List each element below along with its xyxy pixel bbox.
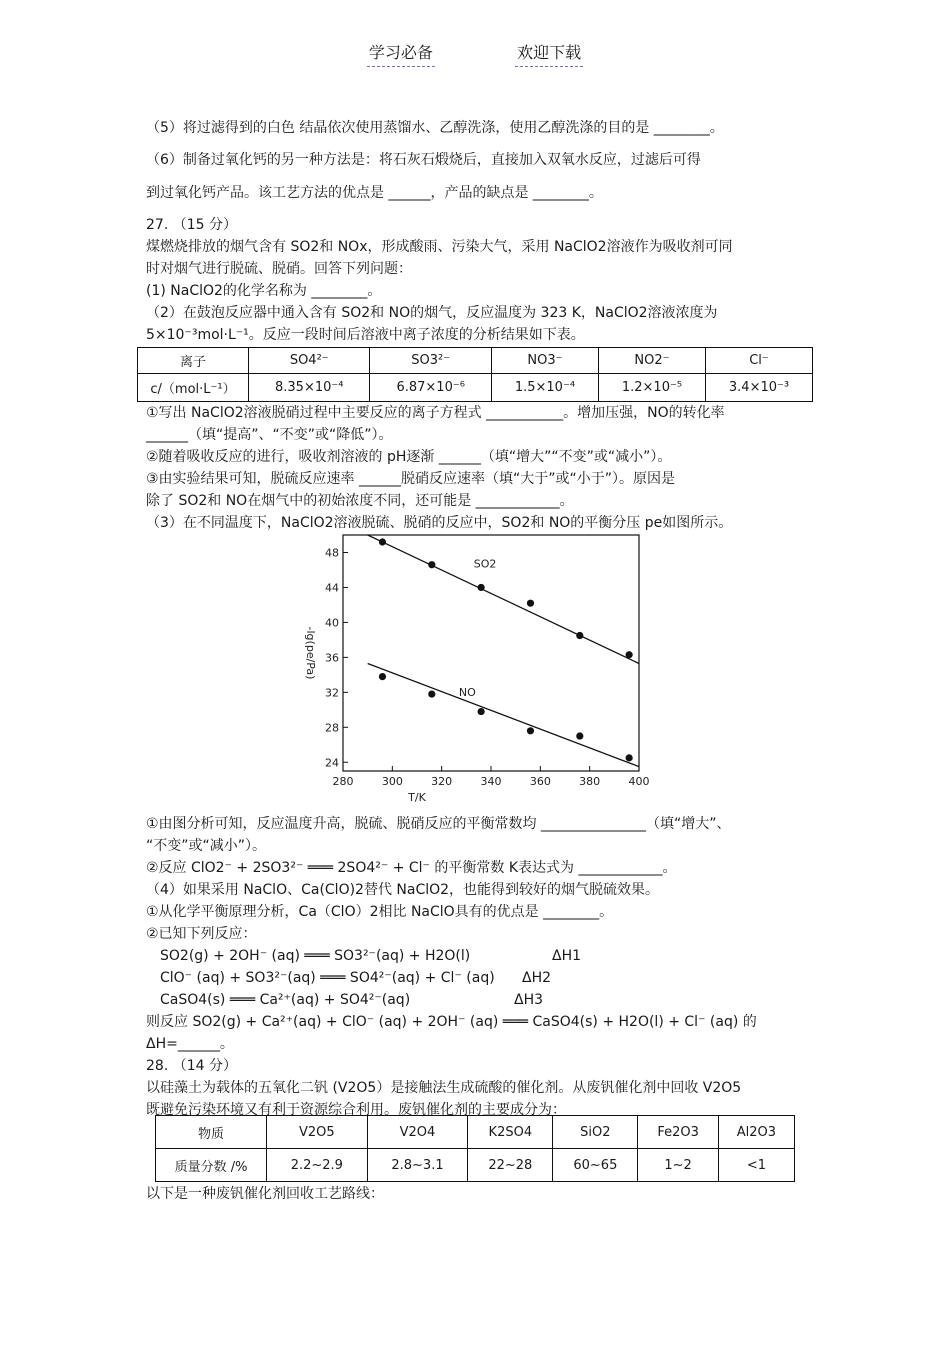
part2-q3-line2: 除了 SO2和 NO在烟气中的初始浓度不同，还可能是 ____________。 xyxy=(146,493,574,509)
y-tick-label: 24 xyxy=(325,756,339,770)
header-right: 欢迎下载 xyxy=(515,40,583,67)
composition-header: K2SO4 xyxy=(468,1116,553,1149)
data-point-no xyxy=(527,727,534,734)
x-tick-label: 280 xyxy=(332,775,354,788)
page-header xyxy=(0,40,950,67)
catalyst-composition-table xyxy=(155,1115,795,1182)
ion-table-cell: 1.2×10⁻⁵ xyxy=(598,374,705,402)
plot-frame xyxy=(343,535,639,771)
question-6-line1: （6）制备过氧化钙的另一种方法是：将石灰石煅烧后，直接加入双氧水反应，过滤后可得 xyxy=(146,152,701,168)
ion-table-cell: 1.5×10⁻⁴ xyxy=(491,374,598,402)
question-27-part2-line1: （2）在鼓泡反应器中通入含有 SO2和 NO的烟气，反应温度为 323 K，NaClO2溶液浓度为 xyxy=(146,305,718,321)
reaction-3: CaSO4(s) ═══ Ca²⁺(aq) + SO4²⁻(aq) xyxy=(160,992,411,1008)
y-axis-label: -lg(pe/Pa) xyxy=(304,626,317,680)
y-tick-label: 44 xyxy=(325,581,339,595)
reaction-2: ClO⁻ (aq) + SO3²⁻(aq) ═══ SO4²⁻(aq) + Cl⁻ (aq) xyxy=(160,970,495,986)
composition-value-row xyxy=(156,1149,795,1182)
ion-table-header: SO4²⁻ xyxy=(249,348,370,374)
data-point-so2 xyxy=(428,561,435,568)
composition-header: Fe2O3 xyxy=(638,1116,718,1149)
ion-table-cell: 6.87×10⁻⁶ xyxy=(370,374,491,402)
data-point-no xyxy=(626,754,633,761)
data-point-no xyxy=(478,708,485,715)
composition-cell: 2.2~2.9 xyxy=(267,1149,368,1182)
question-27-part3: （3）在不同温度下，NaClO2溶液脱硫、脱硝的反应中，SO2和 NO的平衡分压 pe如图所示。 xyxy=(146,515,733,531)
ion-table-row-label: c/（mol·L⁻¹） xyxy=(138,374,249,402)
reaction-1-enthalpy: ΔH1 xyxy=(552,948,582,964)
ion-table-header: Cl⁻ xyxy=(705,348,812,374)
y-tick-label: 40 xyxy=(325,616,339,630)
composition-header: SiO2 xyxy=(553,1116,638,1149)
part4-q2: ②已知下列反应： xyxy=(146,926,257,942)
data-point-so2 xyxy=(527,600,534,607)
y-tick-label: 48 xyxy=(325,546,339,560)
ion-table-header: SO3²⁻ xyxy=(370,348,491,374)
part3-q1-line1: ①由图分析可知，反应温度升高，脱硫、脱硝反应的平衡常数均 _______________（填“增大”、 xyxy=(146,816,731,832)
composition-cell: 1~2 xyxy=(638,1149,718,1182)
composition-header: V2O5 xyxy=(267,1116,368,1149)
series-label-no: NO xyxy=(458,685,476,699)
ion-table-cell: 8.35×10⁻⁴ xyxy=(249,374,370,402)
reaction-overall-dh: ΔH=______。 xyxy=(146,1036,234,1052)
composition-header: V2O4 xyxy=(367,1116,468,1149)
ion-table-header-row xyxy=(138,348,813,374)
ion-table-cell: 3.4×10⁻³ xyxy=(705,374,812,402)
data-point-so2 xyxy=(478,584,485,591)
part4-q1: ①从化学平衡原理分析，Ca（ClO）2相比 NaClO具有的优点是 ________。 xyxy=(146,904,614,920)
ion-table-header: NO2⁻ xyxy=(598,348,705,374)
x-tick-label: 360 xyxy=(529,775,551,788)
reaction-1: SO2(g) + 2OH⁻ (aq) ═══ SO3²⁻(aq) + H2O(l) xyxy=(160,948,471,964)
question-27-intro-1: 煤燃烧排放的烟气含有 SO2和 NOx，形成酸雨、污染大气，采用 NaClO2溶液作为吸收剂可同 xyxy=(146,239,733,255)
data-point-no xyxy=(428,690,435,697)
reaction-overall: 则反应 SO2(g) + Ca²⁺(aq) + ClO⁻ (aq) + 2OH⁻ (aq) ═══ CaSO4(s) + H2O(l) + Cl⁻ (aq) 的 xyxy=(146,1014,757,1030)
question-27-intro-2: 时对烟气进行脱硫、脱硝。回答下列问题： xyxy=(146,261,412,277)
composition-header-row xyxy=(156,1116,795,1149)
chart-fit-lines xyxy=(368,535,639,767)
composition-header: Al2O3 xyxy=(718,1116,794,1149)
data-point-no xyxy=(576,732,583,739)
composition-header: 物质 xyxy=(156,1116,267,1149)
composition-row-label: 质量分数 /% xyxy=(156,1149,267,1182)
x-tick-label: 300 xyxy=(381,775,403,788)
part2-q1-line1: ①写出 NaClO2溶液脱硝过程中主要反应的离子方程式 ___________。增加压强，NO的转化率 xyxy=(146,405,725,421)
fit-line-no xyxy=(368,663,639,766)
reaction-3-enthalpy: ΔH3 xyxy=(514,992,544,1008)
composition-cell: 60~65 xyxy=(553,1149,638,1182)
chart-svg xyxy=(295,530,675,810)
header-left: 学习必备 xyxy=(367,40,435,67)
question-27-title: 27. （15 分） xyxy=(146,217,237,233)
composition-cell: 2.8~3.1 xyxy=(367,1149,468,1182)
question-27-part2-line2: 5×10⁻³mol·L⁻¹。反应一段时间后溶液中离子浓度的分析结果如下表。 xyxy=(146,327,585,343)
x-tick-label: 380 xyxy=(579,775,601,788)
question-6-line2: 到过氧化钙产品。该工艺方法的优点是 ______，产品的缺点是 ________。 xyxy=(146,185,603,201)
chart-points xyxy=(379,538,633,761)
part3-q2: ②反应 ClO2⁻ + 2SO3²⁻ ═══ 2SO4²⁻ + Cl⁻ 的平衡常数 K表达式为 ____________。 xyxy=(146,860,677,876)
y-tick-label: 36 xyxy=(325,651,339,665)
part3-q1-line2: “不变”或“减小”）。 xyxy=(146,838,267,854)
data-point-so2 xyxy=(379,538,386,545)
series-label-so2: SO2 xyxy=(473,557,497,571)
part2-q1-line2: ______（填“提高”、“不变”或“降低”）。 xyxy=(146,427,393,443)
question-27-part4: （4）如果采用 NaClO、Ca(ClO)2替代 NaClO2，也能得到较好的烟气脱硫效果。 xyxy=(146,882,660,898)
x-tick-label: 320 xyxy=(431,775,453,788)
x-tick-label: 340 xyxy=(480,775,502,788)
part2-q3-line1: ③由实验结果可知，脱硫反应速率 ______脱硝反应速率（填“大于”或“小于”）。原因是 xyxy=(146,471,676,487)
question-27-part1: (1) NaClO2的化学名称为 ________。 xyxy=(146,283,382,299)
y-tick-label: 28 xyxy=(325,721,339,735)
data-point-so2 xyxy=(626,651,633,658)
part2-q2: ②随着吸收反应的进行，吸收剂溶液的 pH逐渐 ______（填“增大”“不变”或“减小”）。 xyxy=(146,449,672,465)
x-tick-label: 400 xyxy=(628,775,650,788)
question-28-route: 以下是一种废钒催化剂回收工艺路线： xyxy=(146,1186,384,1202)
question-5: （5）将过滤得到的白色 结晶依次使用蒸馏水、乙醇洗涤，使用乙醇洗涤的目的是 ________。 xyxy=(146,120,724,136)
data-point-no xyxy=(379,673,386,680)
ion-table-header: NO3⁻ xyxy=(491,348,598,374)
composition-cell: 22~28 xyxy=(468,1149,553,1182)
data-point-so2 xyxy=(576,632,583,639)
question-28-intro-2: 既避免污染环境又有利于资源综合利用。废钒催化剂的主要成分为： xyxy=(146,1102,566,1118)
fit-line-so2 xyxy=(368,535,639,663)
ion-table-value-row xyxy=(138,374,813,402)
partial-pressure-chart xyxy=(295,530,675,810)
y-tick-label: 32 xyxy=(325,686,339,700)
reaction-2-enthalpy: ΔH2 xyxy=(522,970,552,986)
ion-table-header: 离子 xyxy=(138,348,249,374)
question-28-title: 28. （14 分） xyxy=(146,1058,237,1074)
x-axis-label: T/K xyxy=(408,791,426,804)
ion-concentration-table xyxy=(137,347,813,402)
composition-cell: <1 xyxy=(718,1149,794,1182)
question-28-intro-1: 以硅藻土为载体的五氧化二钒 (V2O5）是接触法生成硫酸的催化剂。从废钒催化剂中回收 V2O5 xyxy=(146,1080,742,1096)
